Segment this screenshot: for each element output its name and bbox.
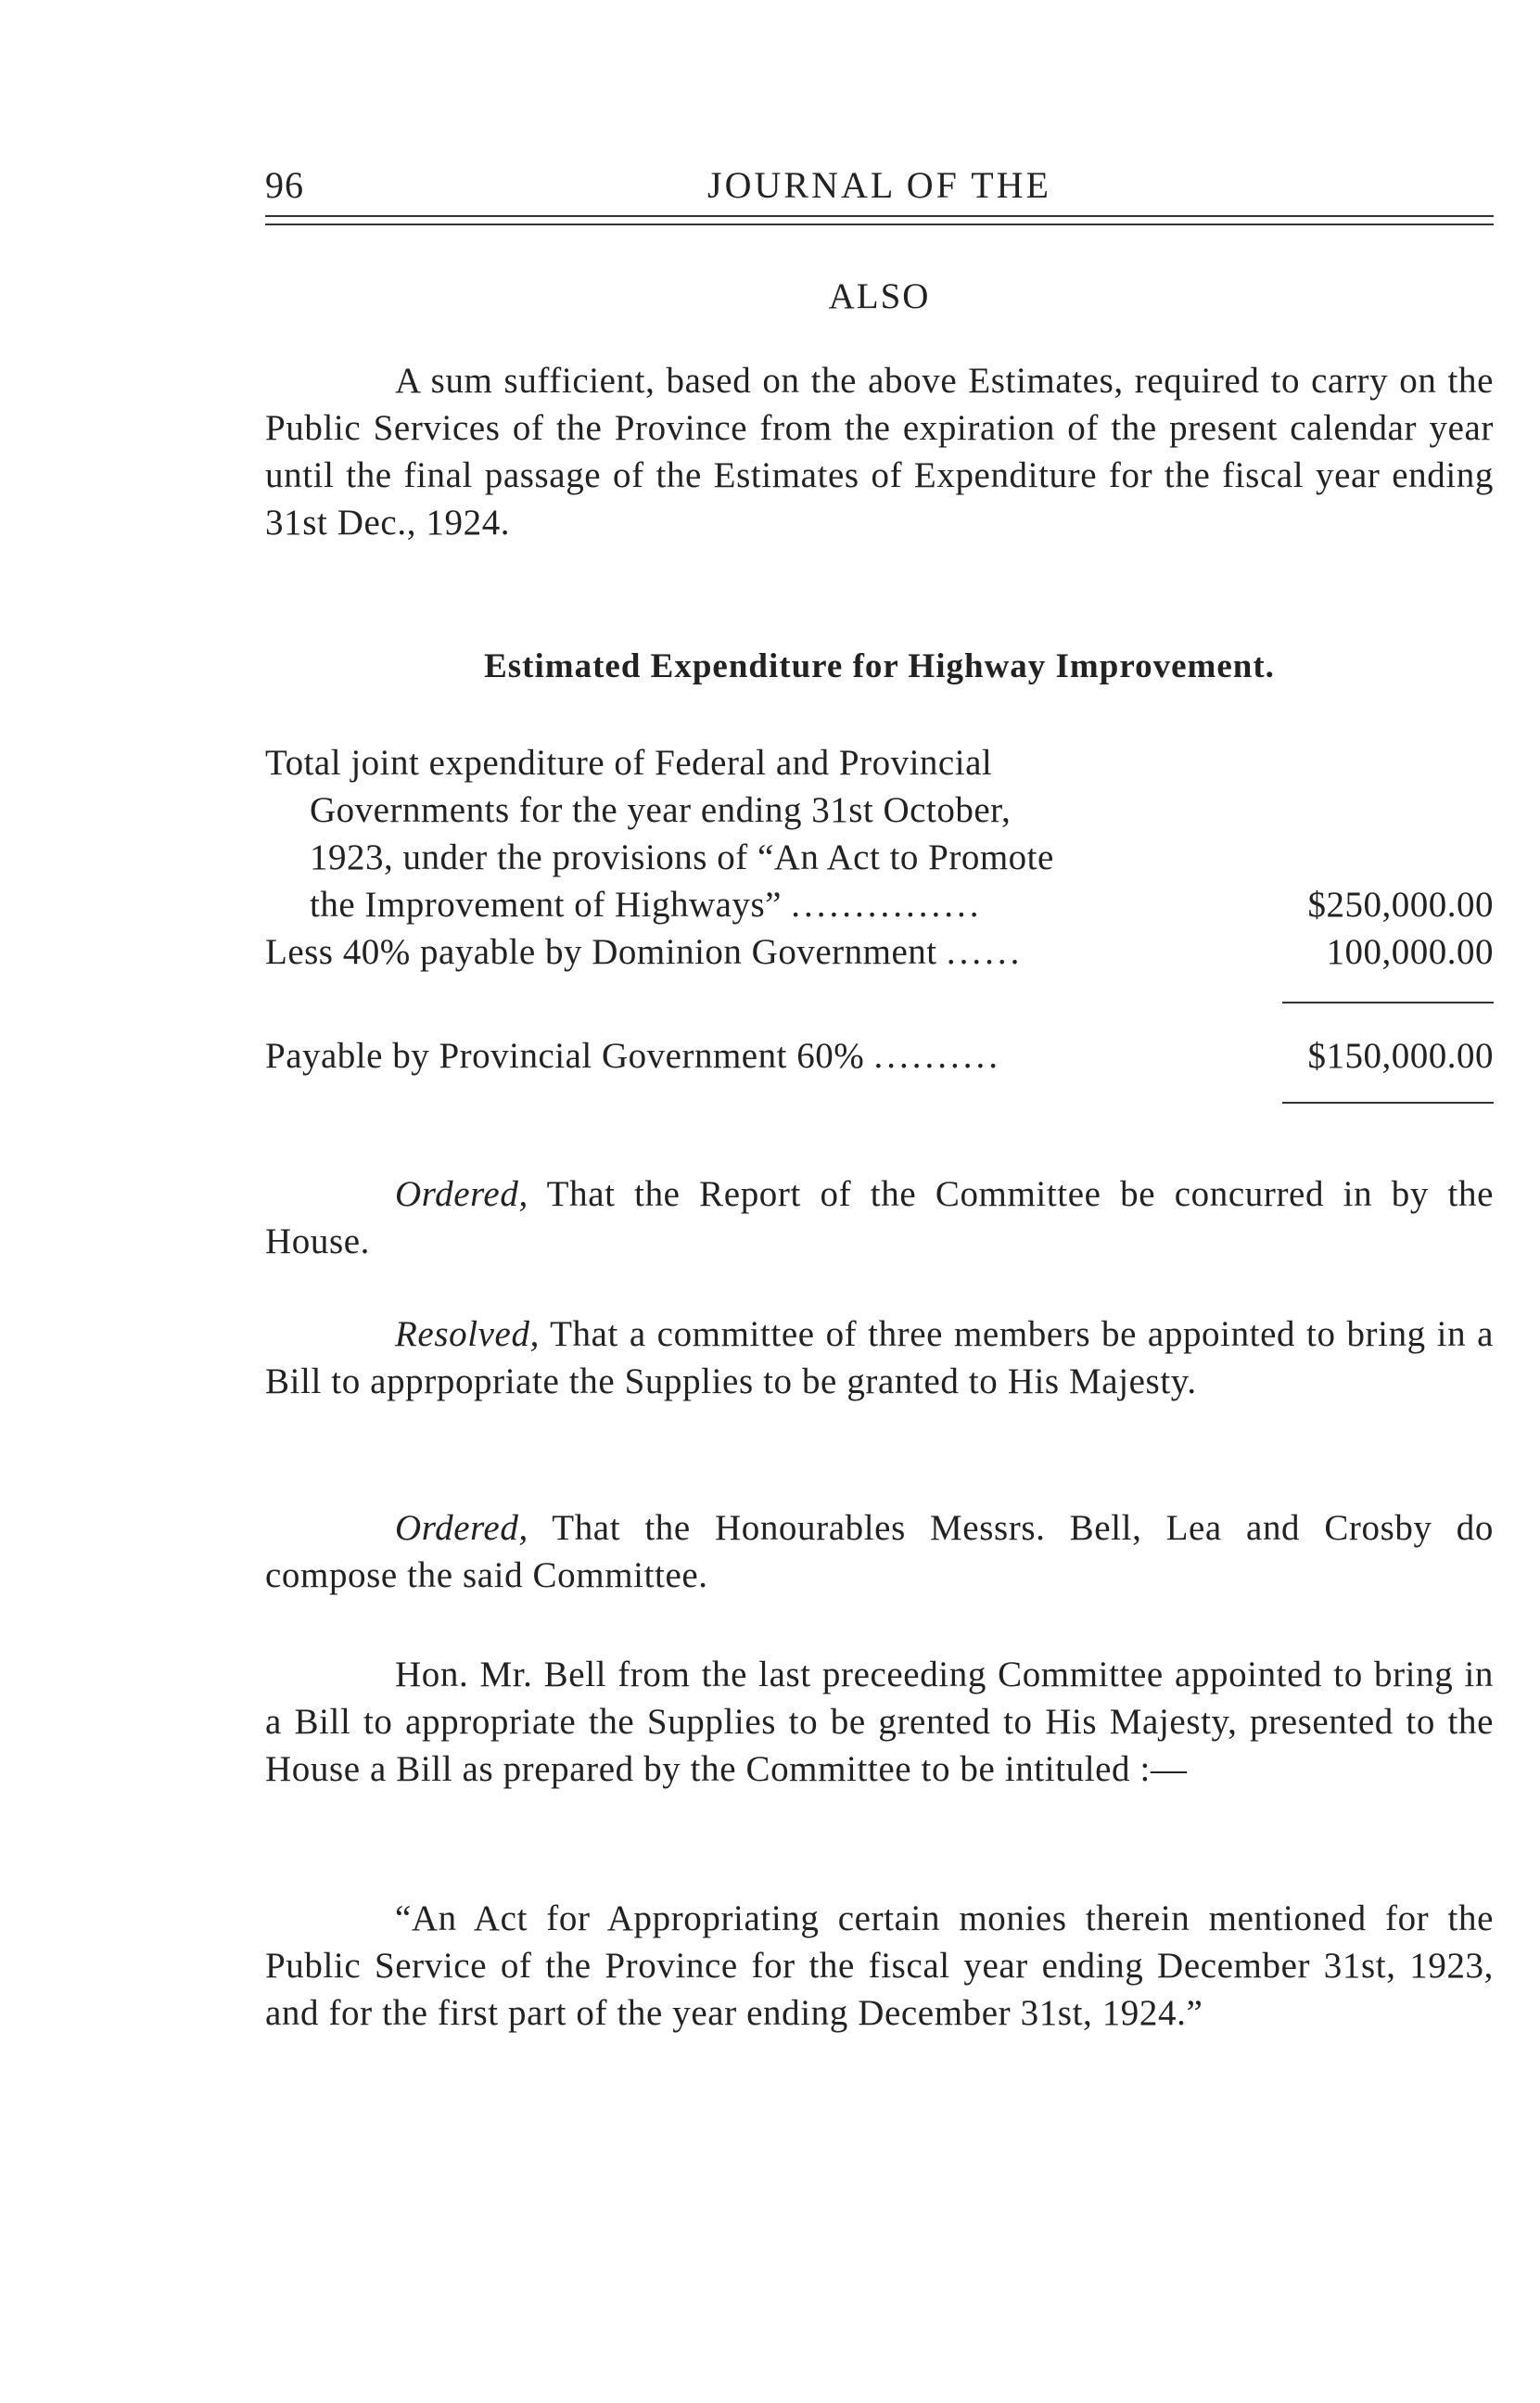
paragraph-text: That a committee of three members be appointed to bring in a Bill to apprpopriate the Supplies to be granted to His Majesty. — [265, 1314, 1494, 1401]
paragraph-text: That the Report of the Committee be concurred in by the House. — [265, 1174, 1494, 1261]
ledger-item-line: 1923, under the provisions of “An Act to Promote — [310, 837, 1054, 877]
ledger-item-line: Total joint expenditure of Federal and Provincial — [265, 743, 993, 783]
ledger-item-total-joint — [265, 739, 1494, 928]
paragraph-lead: Resolved, — [395, 1314, 540, 1354]
ledger-item-less-dominion — [265, 928, 1494, 976]
paragraph-act-title — [265, 1895, 1494, 2037]
ledger-item-provincial — [265, 1032, 1494, 1080]
leader-dots: ............... — [791, 885, 983, 925]
ledger-label: Less 40% payable by Dominion Government — [265, 932, 937, 972]
header-double-rule — [265, 215, 1494, 225]
ledger-total — [265, 1032, 1494, 1080]
ledger-amount: $150,000.00 — [1307, 1036, 1494, 1076]
paragraph-text: Hon. Mr. Bell from the last preceeding Committee appointed to bring in a Bill to appropriate the Supplies to be grented to His Majesty, presented to the House a Bill as prepared by the Committee to be intituled :— — [265, 1655, 1494, 1789]
paragraph-bell-bill — [265, 1651, 1494, 1793]
page-number: 96 — [265, 164, 304, 206]
paragraph-text: That the Honourables Messrs. Bell, Lea and Crosby do compose the said Committee. — [265, 1508, 1494, 1595]
ledger-amount: 100,000.00 — [1326, 932, 1494, 972]
leader-dots: ...... — [946, 932, 1024, 972]
ledger-item-line: the Improvement of Highways” — [310, 885, 782, 925]
ledger-amount: $250,000.00 — [1307, 885, 1494, 925]
page-header — [265, 158, 1494, 213]
also-heading: ALSO — [828, 276, 931, 316]
paragraph-sum-sufficient — [265, 357, 1494, 546]
paragraph-lead: Ordered, — [395, 1508, 528, 1548]
leader-dots: .......... — [873, 1036, 1001, 1076]
ledger-item-line-final — [265, 881, 1302, 928]
paragraph-resolved-committee — [265, 1310, 1494, 1405]
paragraph-ordered-report — [265, 1170, 1494, 1265]
paragraph-text: “An Act for Appropriating certain monies therein mentioned for the Public Service of the Province for the fiscal year ending December 31st, 1923, and for the first part of the year ending December 31st, 1924.” — [265, 1898, 1494, 2033]
total-rule — [1282, 1102, 1494, 1104]
paragraph-lead: Ordered, — [395, 1174, 528, 1214]
expenditure-ledger — [265, 739, 1494, 976]
ledger-label: Payable by Provincial Government 60% — [265, 1036, 865, 1076]
paragraph-text: A sum sufficient, based on the above Estimates, required to carry on the Public Services of the Province from the expiration of the present calendar year until the final passage of the Estimates of Expenditure for the fiscal year ending 31st Dec., 1924. — [265, 361, 1494, 543]
ledger-item-line: Governments for the year ending 31st October, — [310, 790, 1012, 830]
subtotal-rule — [1282, 1002, 1494, 1003]
section-heading: Estimated Expenditure for Highway Improvement. — [484, 647, 1275, 685]
running-head: JOURNAL OF THE — [707, 164, 1051, 206]
paragraph-ordered-compose — [265, 1504, 1494, 1599]
